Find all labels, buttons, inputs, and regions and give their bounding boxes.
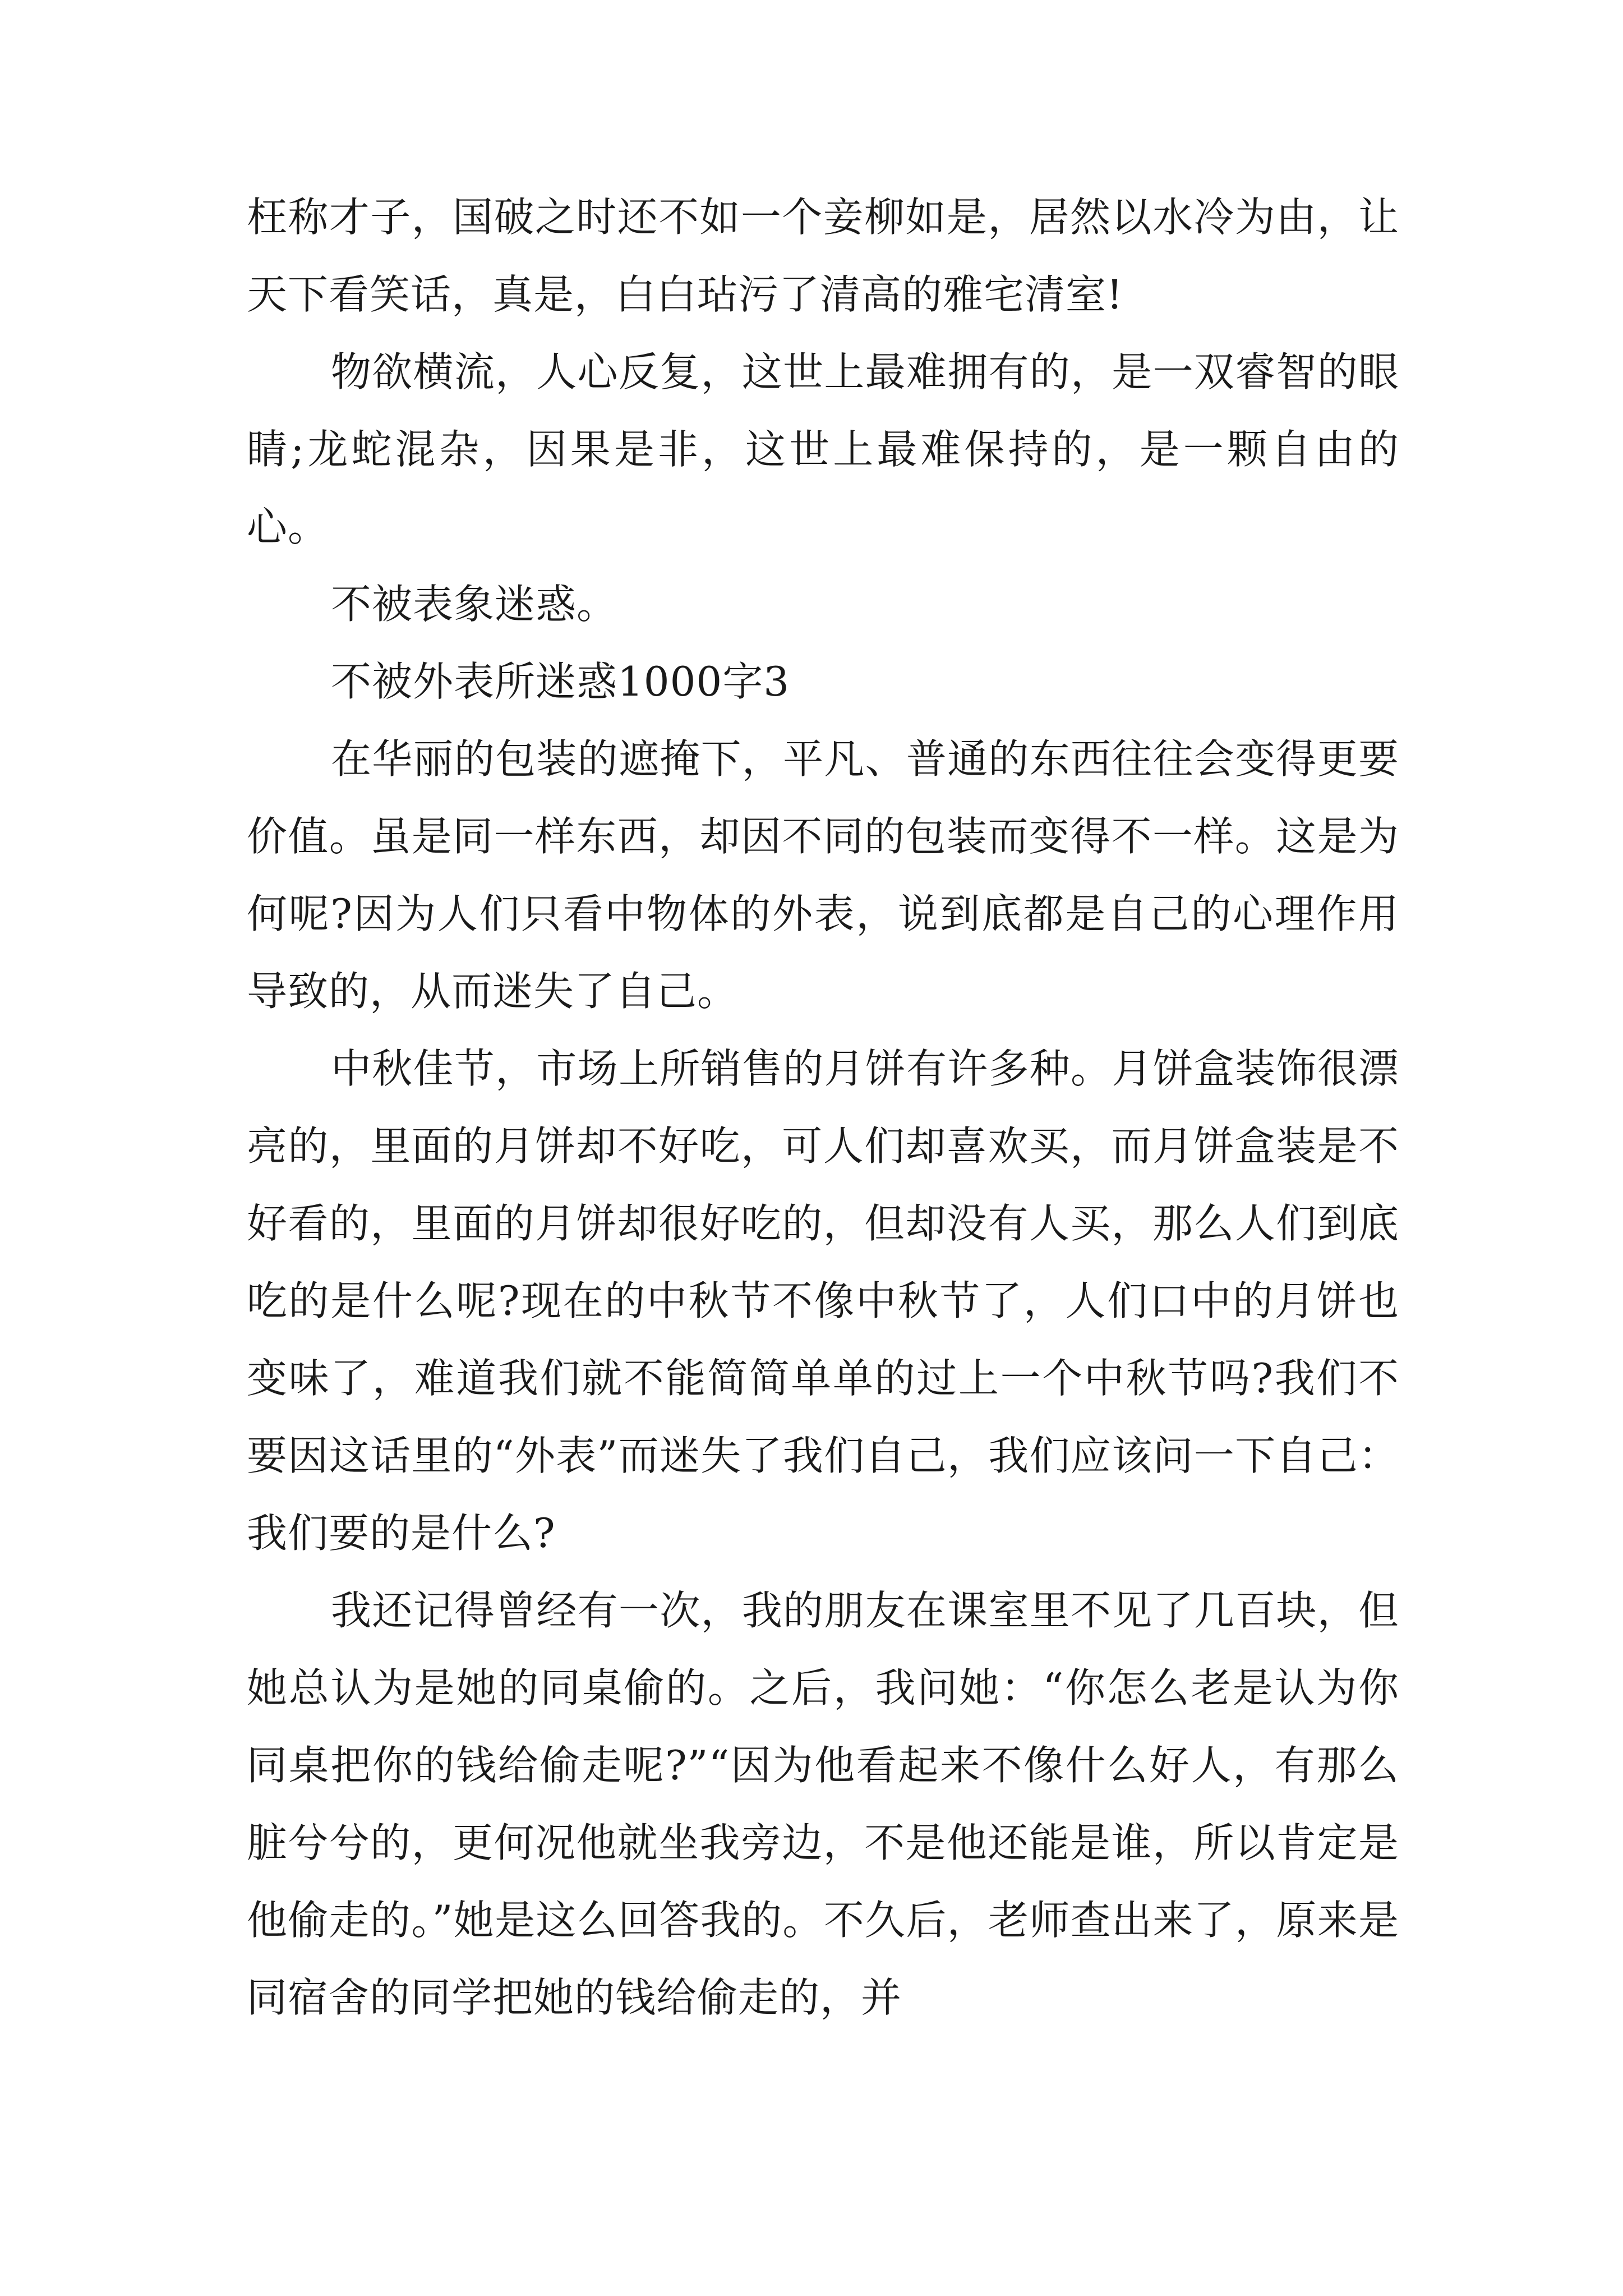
paragraph: 物欲横流，人心反复，这世上最难拥有的，是一双睿智的眼睛;龙蛇混杂，因果是非，这世上最难保持的，是一颗自由的心。 [247, 348, 1399, 550]
body-text [247, 178, 1399, 2036]
paragraph: 我还记得曾经有一次，我的朋友在课室里不见了几百块，但她总认为是她的同桌偷的。之后，我问她：“你怎么老是认为你同桌把你的钱给偷走呢?”“因为他看起来不像什么好人，有那么脏兮兮的，更何况他就坐我旁边，不是他还能是谁，所以肯定是他偷走的。”她是这么回答我的。不久后，老师查出来了，原来是同宿舍的同学把她的钱给偷走的，并 [247, 1587, 1399, 2021]
section-heading: 不被外表所迷惑1000字3 [331, 658, 790, 705]
paragraph: 中秋佳节，市场上所销售的月饼有许多种。月饼盒装饰很漂亮的，里面的月饼却不好吃，可人们却喜欢买，而月饼盒装是不好看的，里面的月饼却很好吃的，但却没有人买，那么人们到底吃的是什么呢?现在的中秋节不像中秋节了，人们口中的月饼也变味了，难道我们就不能简简单单的过上一个中秋节吗?我们不要因这话里的“外表”而迷失了我们自己，我们应该问一下自己：我们要的是什么? [247, 1045, 1399, 1557]
paragraph-continued: 枉称才子，国破之时还不如一个妾柳如是，居然以水冷为由，让天下看笑话，真是，白白玷污了清高的雅宅清室! [247, 194, 1399, 318]
paragraph: 不被表象迷惑。 [331, 581, 618, 628]
paragraph: 在华丽的包装的遮掩下，平凡、普通的东西往往会变得更要价值。虽是同一样东西，却因不同的包装而变得不一样。这是为何呢?因为人们只看中物体的外表，说到底都是自己的心理作用导致的，从而迷失了自己。 [247, 735, 1399, 1015]
